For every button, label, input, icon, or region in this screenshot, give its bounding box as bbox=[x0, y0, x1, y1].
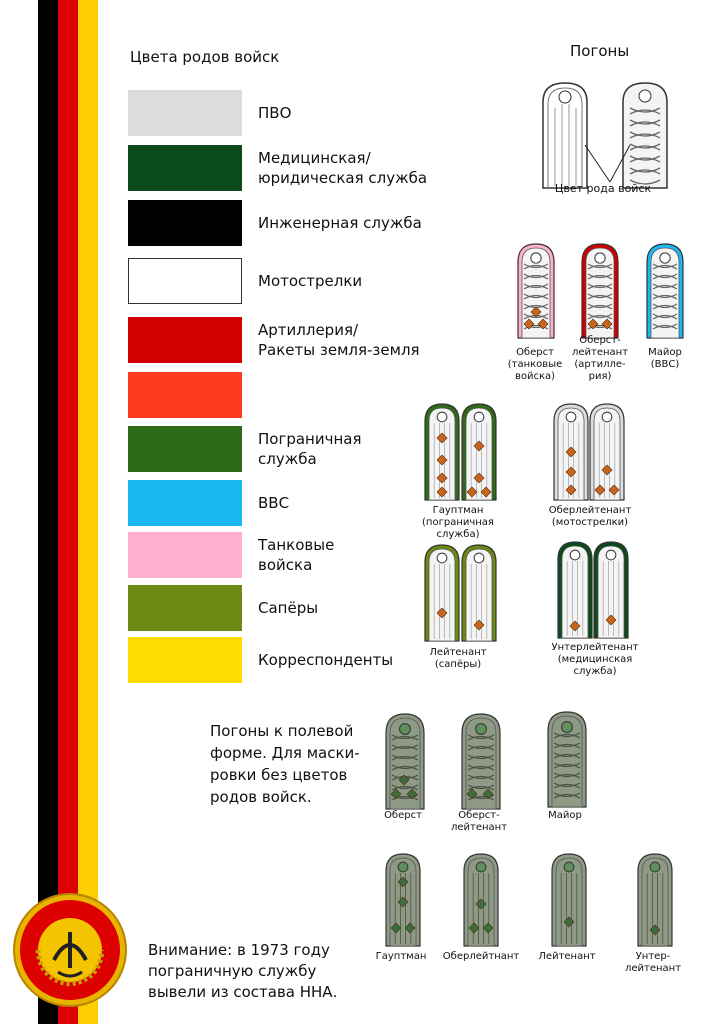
epaulette-leutnant bbox=[460, 543, 498, 643]
branch-color-caption: Цвет рода войск bbox=[554, 182, 652, 195]
epaulette-unterleutnant bbox=[592, 540, 630, 640]
rank-caption: Унтер- лейтенант bbox=[624, 951, 682, 974]
epaulette-oberst bbox=[516, 242, 556, 340]
branch-swatch bbox=[128, 585, 242, 631]
rank-caption: Оберст bbox=[384, 810, 422, 821]
rank-caption: Унтерлейтенант (медицинская служба) bbox=[551, 642, 639, 677]
field-epaulette-oberst bbox=[384, 712, 426, 811]
branch-swatch bbox=[128, 637, 242, 683]
epaulette-hauptmann bbox=[460, 402, 498, 502]
epaulette-oberleutnant bbox=[552, 402, 590, 502]
rank-caption: Лейтенант (сапёры) bbox=[429, 647, 487, 670]
field-epaulette-major bbox=[546, 710, 588, 809]
epaulettes-title: Погоны bbox=[570, 42, 630, 60]
rank-caption: Оберлейтенант (мотострелки) bbox=[548, 505, 632, 528]
branch-swatch bbox=[128, 426, 242, 472]
rank-caption: Оберст- лейтенант bbox=[450, 810, 508, 833]
branch-swatch bbox=[128, 145, 242, 191]
epaulette-leutnant bbox=[423, 543, 461, 643]
rank-caption: Оберлейтнант bbox=[442, 951, 520, 962]
field-epaulette-unterleutnant bbox=[636, 852, 674, 948]
rank-caption: Лейтенант bbox=[538, 951, 596, 962]
branch-swatch bbox=[128, 200, 242, 246]
branch-label: Корреспонденты bbox=[258, 651, 394, 669]
branch-swatch bbox=[128, 90, 242, 136]
branch-swatch bbox=[128, 258, 242, 304]
rank-caption: Гауптман bbox=[375, 951, 427, 962]
branch-swatch bbox=[128, 532, 242, 578]
rank-caption: Оберст- лейтенант (артилле- рия) bbox=[571, 335, 629, 382]
branch-label: Танковые войска bbox=[258, 536, 335, 574]
rank-caption: Майор (ВВС) bbox=[648, 347, 682, 370]
branch-label: Пограничная служба bbox=[258, 430, 362, 468]
flag-stripe-black bbox=[38, 0, 58, 1024]
branch-label: Мотострелки bbox=[258, 272, 363, 290]
branch-swatch bbox=[128, 480, 242, 526]
epaulette-oberleutnant bbox=[588, 402, 626, 502]
branch-label: Медицинская/ юридическая служба bbox=[258, 149, 428, 187]
rank-caption: Майор bbox=[548, 810, 582, 821]
epaulette-major bbox=[645, 242, 685, 340]
branch-label: ПВО bbox=[258, 104, 292, 122]
field-epaulette-leutnant bbox=[550, 852, 588, 948]
field-uniform-note: Погоны к полевой форме. Для маски-ровки без цветов родов войск. bbox=[210, 722, 360, 806]
gdr-army-emblem bbox=[10, 890, 130, 1010]
epaulette-unterleutnant bbox=[556, 540, 594, 640]
branch-swatch bbox=[128, 372, 242, 418]
rank-caption: Оберст (танковые войска) bbox=[507, 347, 563, 382]
field-epaulette-oberstleutnant bbox=[460, 712, 502, 811]
branch-label: ВВС bbox=[258, 494, 290, 512]
rank-caption: Гауптман (пограничная служба) bbox=[422, 505, 494, 540]
branch-label: Сапёры bbox=[258, 599, 319, 617]
branch-swatch bbox=[128, 317, 242, 363]
flag-stripe-red bbox=[58, 0, 78, 1024]
legend-title: Цвета родов войск bbox=[130, 48, 280, 66]
branch-label: Артиллерия/ Ракеты земля-земля bbox=[258, 321, 420, 359]
field-epaulette-oberleutnant bbox=[462, 852, 500, 948]
epaulette-oberstleutnant bbox=[580, 242, 620, 340]
field-epaulette-hauptmann bbox=[384, 852, 422, 948]
branch-label: Инженерная служба bbox=[258, 214, 422, 232]
epaulette-hauptmann bbox=[423, 402, 461, 502]
flag-stripe-gold bbox=[78, 0, 98, 1024]
border-service-warning: Внимание: в 1973 году пограничную службу вывели из состава ННА. bbox=[148, 941, 338, 1001]
